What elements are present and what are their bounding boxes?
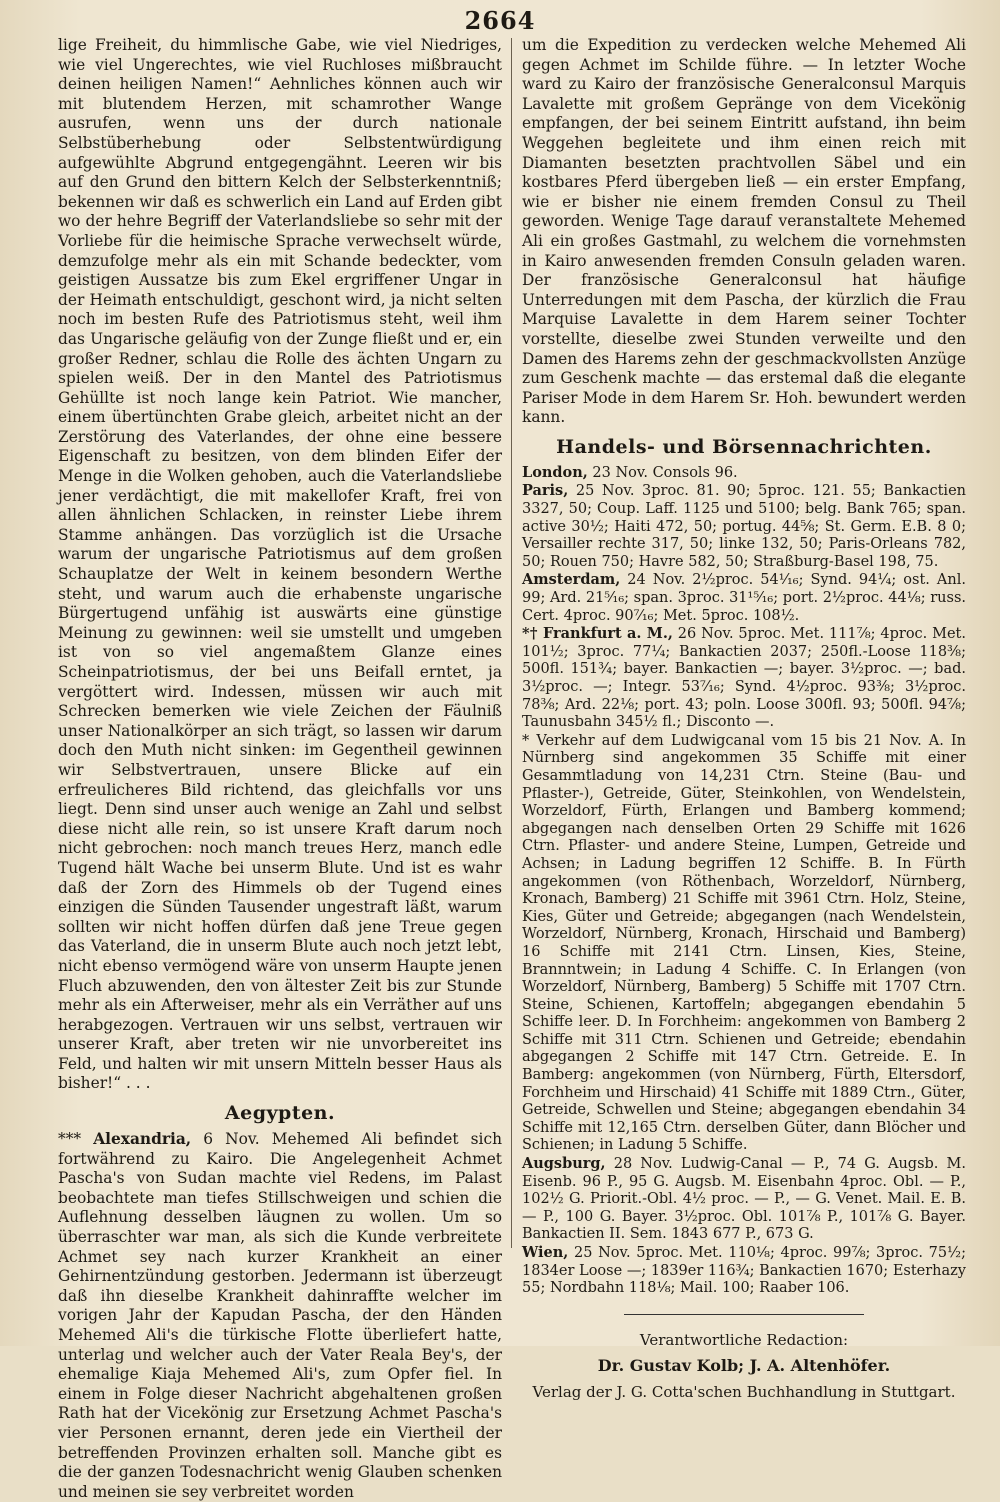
market-entry-augsburg [522, 1155, 966, 1244]
egypt-article-continued: um die Expedition zu verdecken welche Mehemed Ali gegen Achmet im Schilde führe. — In letzter Woche ward zu Kairo der französische Generalconsul Marquis Lavalette mit großem Gepränge von dem Vicekönig empfangen, der bei seinem Eintritt aufstand, ihn beim Weggehen begleitete und ihm einen reich mit Diamanten besetzten prachtvollen Säbel und ein kostbares Pferd übergeben ließ — ein erster Empfang, wie er bisher nie einem fremden Consul zu Theil geworden. Wenige Tage darauf veranstaltete Mehemed Ali ein großes Gastmahl, zu welchem die vornehmsten in Kairo anwesenden fremden Consuln geladen waren. Der französische Generalconsul hat häufige Unterredungen mit dem Pascha, der kürzlich die Frau Marquise Lavalette in dem Harem seiner Tochter vorstellte, dieselbe zwei Stunden verweilte und den Damen des Harems zehn der geschmackvollsten Anzüge zum Geschenk machte — das erstemal daß die elegante Pariser Mode in dem Harem Sr. Hoh. bewundert werden kann. [522, 36, 966, 427]
market-text: 25 Nov. 5proc. Met. 110¹⁄₈; 4proc. 99⅞; 3proc. 75½; 1834er Loose —; 1839er 116¾; Bankactien 1670; Esterhazy 55; Nordbahn 118¹⁄₈; Mail. 100; Raaber 106. [522, 1245, 966, 1297]
market-entry-london [522, 464, 966, 483]
footer-rule [624, 1314, 864, 1315]
market-text: 24 Nov. 2½proc. 54¹⁄₁₆; Synd. 94¼; ost. Anl. 99; Ard. 21⁵⁄₁₆; span. 3proc. 31¹⁵⁄₁₆; port. 2½proc. 44¹⁄₈; russ. Cert. 4proc. 90⁷⁄₁₆; Met. 5proc. 108½. [522, 572, 967, 624]
market-entry-frankfurt [522, 625, 966, 732]
market-entry-amsterdam [522, 571, 966, 625]
market-entry-paris [522, 482, 966, 571]
page-number: 2664 [464, 6, 536, 35]
market-entry-ludwigcanal [522, 732, 966, 1155]
imprint-label: Verantwortliche Redaction: [639, 1330, 849, 1349]
egypt-prefix: *** [58, 1130, 94, 1149]
imprint-publisher: Verlag der J. G. Cotta'schen Buchhandlung in Stuttgart. [532, 1382, 956, 1401]
imprint [522, 1327, 966, 1405]
egypt-article-text: 6 Nov. Mehemed Ali befindet sich fortwährend zu Kairo. Die Angelegenheit Achmet Pascha's von Sudan machte viel Redens, im Palast beobachtete man tiefes Stillschweigen und schien die Auflehnung desselben läugnen zu wollen. Um so überraschter war man, als sich die Kunde verbreitete Achmet sey nach kurzer Krankheit an einer Gehirnentzündung gestorben. Jedermann ist überzeugt daß ihn dieselbe Krankheit dahinraffte welcher im vorigen Jahr der Kapudan Pascha, der den Händen Mehemed Ali's die türkische Flotte überliefert hatte, unterlag und welcher auch der Vater Reala Bey's, der ehemalige Kiaja Mehemed Ali's, zum Opfer fiel. In einem in Folge dieser Nachricht abgehaltenen großen Rath hat der Vicekönig zur Ersetzung Achmet Pascha's vier Personen ernannt, deren jede ein Viertheil der betreffenden Provinzen erhalten soll. Manche gibt es die der ganzen Todesnachricht wenig Glauben schenken und meinen sie sey verbreitet worden [58, 1130, 502, 1501]
section-heading-markets: Handels- und Börsennachrichten. [556, 435, 932, 458]
right-column [522, 36, 966, 1405]
market-place: Amsterdam, [522, 571, 621, 589]
market-place: Wien, [522, 1244, 569, 1261]
dateline-place: Alexandria, [93, 1130, 192, 1149]
market-entry-wien [522, 1244, 966, 1298]
market-text: 26 Nov. 5proc. Met. 111⅞; 4proc. Met. 101½; 3proc. 77¼; Bankactien 2037; 250fl.-Loose 118⅜; 500fl. 151¾; bayer. Bankactien —; bayer. 3½proc. —; bad. 3½proc. —; Integr. 53⁷⁄₁₆; Synd. 4½proc. 93⅜; 3½proc. 78⅜; Ard. 22⅛; port. 43; poln. Loose 300fl. 93; 500fl. 94⅞; Taunusbahn 345½ fl.; Disconto —. [522, 626, 966, 731]
market-text: 28 Nov. Ludwig-Canal — P., 74 G. Augsb. M. Eisenb. 96 P., 95 G. Augsb. M. Eisenbahn 4proc. Obl. — P., 102½ G. Priorit.-Obl. 4½ proc. — P., — G. Venet. Mail. E. B. — P., 100 G. Bayer. 3½proc. Obl. 101⅞ P., 101⅞ G. Bayer. Bankactien II. Sem. 1843 677 P., 673 G. [522, 1156, 966, 1243]
market-text: 25 Nov. 3proc. 81. 90; 5proc. 121. 55; Bankactien 3327, 50; Coup. Laff. 1125 und 5100; belg. Bank 765; span. active 30½; Haiti 472, 50; portug. 44⅝; St. Germ. E.B. 8 0; Versailler rechte 317, 50; linke 132, 50; Paris-Orleans 782, 50; Rouen 750; Havre 582, 50; Straßburg-Basel 198, 75. [522, 483, 966, 570]
section-heading-egypt: Aegypten. [224, 1102, 336, 1125]
market-place: Paris, [522, 482, 569, 500]
market-place: Augsburg, [522, 1155, 606, 1173]
market-place: *† Frankfurt a. M., [522, 625, 673, 643]
market-text: 23 Nov. Consols 96. [587, 464, 738, 481]
column-divider [511, 38, 512, 1248]
market-text: * Verkehr auf dem Ludwigcanal vom 15 bis 21 Nov. A. In Nürnberg sind angekommen 35 Schiffe mit einer Gesammtladung von 14,231 Ctrn. Steine (Bau- und Pflaster-), Getreide, Güter, Steinkohlen, von Wendelstein, Worzeldorf, Fürth, Erlangen und Bamberg kommend; abgegangen nach denselben Orten 29 Schiffe mit 1626 Ctrn. Pflaster- und andere Steine, Lumpen, Getreide und Achsen; in Ladung begriffen 12 Schiffe. B. In Fürth angekommen (von Röthenbach, Worzeldorf, Nürnberg, Kronach, Bamberg) 21 Schiffe mit 3961 Ctrn. Holz, Steine, Kies, Güter und Getreide; abgegangen (nach Wendelstein, Worzeldorf, Nürnberg, Kronach, Hirschaid und Bamberg) 16 Schiffe mit 2141 Ctrn. Linsen, Kies, Steine, Brannntwein; in Ladung 4 Schiffe. C. In Erlangen (von Worzeldorf, Nürnberg, Bamberg) 5 Schiffe mit 1707 Ctrn. Steine, Schienen, Kartoffeln; abgegangen ebendahin 5 Schiffe leer. D. In Forchheim: angekommen von Bamberg 2 Schiffe mit 311 Ctrn. Schienen und Getreide; ebendahin abgegangen 2 Schiffe mit 147 Ctrn. Getreide. E. In Bamberg: angekommen (von Nürnberg, Fürth, Eltersdorf, Forchheim und Hirschaid) 41 Schiffe mit 1889 Ctrn., Güter, Getreide, Schwellen und Steine; abgegangen ebendahin 34 Schiffe mit 12,165 Ctrn. derselben Güter, dann Blöcher und Schienen; in Ladung 5 Schiffe. [522, 732, 966, 1154]
market-place: London, [522, 463, 588, 481]
article-paragraph: lige Freiheit, du himmlische Gabe, wie viel Niedriges, wie viel Ungerechtes, wie viel Ruchloses mißbraucht deinen heiligen Namen!“ Aehnliches können auch wir mit blutendem Herzen, mit schamrother Wange ausrufen, wenn uns der durch nationale Selbstüberhebung oder Selbstentwürdigung aufgewühlte Abgrund entgegengähnt. Leeren wir bis auf den Grund den bittern Kelch der Selbsterkenntniß; bekennen wir daß es schwerlich ein Land auf Erden gibt wo der hehre Begriff der Vaterlandsliebe so sehr mit der Vorliebe für die heimische Sprache verwechselt würde, demzufolge mehr als ein mit Schande bedeckter, vom geistigen Aussatze bis zum Ekel ergriffener Ungar in der Heimath entschuldigt, geschont wird, ja nicht selten noch im besten Rufe des Patriotismus steht, weil ihm das Ungarische geläufig von der Zunge fließt und er, ein großer Redner, schlau die Rolle des ächten Ungarn zu spielen weiß. Der in den Mantel des Patriotismus Gehüllte ist noch lange kein Patriot. Wie mancher, einem übertünchten Grabe gleich, arbeitet nicht an der Zerstörung des Vaterlandes, der ohne eine bessere Eigenschaft zu besitzen, von dem blinden Eifer der Menge in die Wolken gehoben, auch die Vaterlandsliebe jener verdächtigt, die mit makellofer Kraft, frei von allen ähnlichen Schlacken, in reinster Liebe ihrem Stamme anhängen. Das vorzüglich ist die Ursache warum der ungarische Patriotismus auf dem großen Schauplatze der Welt in keinem besondern Werthe steht, und warum auch die erhabenste ungarische Bürgertugend unfähig ist auswärts eine günstige Meinung zu gewinnen: weil sie umstellt und umgeben ist von so viel angemaßtem Glanze eines Scheinpatriotismus, der bei uns Beifall erntet, ja vergöttert wird. Indessen, müssen wir auch mit Schrecken bemerken wie viele Zeichen der Fäulniß unser Nationalkörper an sich trägt, so lassen wir darum doch den Muth nicht sinken: im Gegentheil gewinnen wir Selbstvertrauen, unsere Blicke auf ein erfreulicheres Bild richtend, das gleichfalls vor uns liegt. Denn sind unser auch wenige an Zahl und selbst diese nicht alle rein, so ist unsere Kraft darum noch nicht gebrochen: noch manch treues Herz, manch edle Tugend hält Wache bei unserm Blute. Und ist es wahr daß der Zorn des Himmels ob der Tugend eines einzigen die Sünden Tausender ungestraft läßt, warum sollten wir nicht hoffen dürfen daß jene Treue gegen das Vaterland, die in unserm Blute auch noch jetzt lebt, nicht ebenso vermögend wäre von unserm Haupte jenen Fluch abzuwenden, den von ältester Zeit bis zur Stunde mehr als ein Afterweiser, mehr als ein Verräther auf uns herabgezogen. Vertrauen wir uns selbst, vertrauen wir unserer Kraft, aber treten wir nie unvorbereitet ins Feld, und halten wir mit unsern Mitteln besser Haus als bisher!“ . . . [58, 36, 502, 1093]
imprint-editors: Dr. Gustav Kolb; J. A. Altenhöfer. [597, 1355, 891, 1375]
left-column [58, 36, 502, 1502]
egypt-article [58, 1130, 502, 1502]
